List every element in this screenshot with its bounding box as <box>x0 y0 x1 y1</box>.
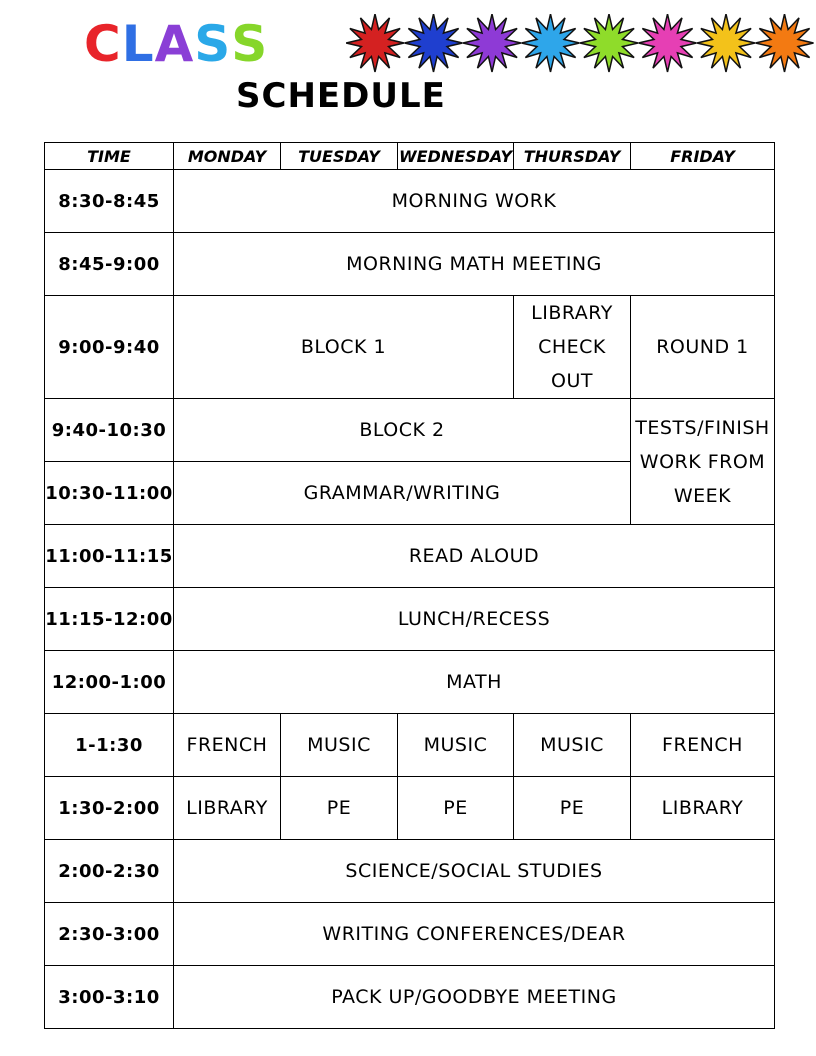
activity-cell-tuesday: MUSIC <box>281 714 398 777</box>
time-cell: 2:30-3:00 <box>45 903 174 966</box>
activity-cell: MATH <box>174 651 775 714</box>
table-row <box>45 651 775 714</box>
time-cell: 10:30-11:00 <box>45 462 174 525</box>
title-class <box>84 16 268 72</box>
activity-cell-thursday: PE <box>514 777 631 840</box>
table-row <box>45 714 775 777</box>
activity-cell-wednesday: PE <box>398 777 514 840</box>
time-cell: 3:00-3:10 <box>45 966 174 1029</box>
activity-cell: LUNCH/RECESS <box>174 588 775 651</box>
star-icon <box>580 14 638 72</box>
title-schedule: SCHEDULE <box>236 76 446 116</box>
activity-line: CHECK OUT <box>538 336 606 392</box>
schedule-table <box>44 142 775 1029</box>
activity-cell: MORNING MATH MEETING <box>174 233 775 296</box>
activity-line: TESTS/FINISH <box>635 416 770 439</box>
table-row <box>45 777 775 840</box>
activity-cell: BLOCK 2 <box>174 399 631 462</box>
star-icon <box>346 14 404 72</box>
activity-cell: BLOCK 1 <box>174 296 514 399</box>
title-class-letter: C <box>84 15 122 73</box>
activity-line: WEEK <box>673 484 732 507</box>
header-monday: MONDAY <box>174 143 281 170</box>
table-row <box>45 525 775 588</box>
time-cell: 11:15-12:00 <box>45 588 174 651</box>
star-icon <box>697 14 755 72</box>
activity-line: WORK FROM <box>639 450 766 473</box>
header-row <box>45 143 775 170</box>
title-class-letter: A <box>154 15 195 73</box>
activity-cell-friday: LIBRARY <box>631 777 775 840</box>
time-cell: 2:00-2:30 <box>45 840 174 903</box>
activity-line: LIBRARY <box>531 302 613 324</box>
time-cell: 12:00-1:00 <box>45 651 174 714</box>
activity-cell: WRITING CONFERENCES/DEAR <box>174 903 775 966</box>
time-cell: 1-1:30 <box>45 714 174 777</box>
star-icon <box>639 14 697 72</box>
time-cell: 11:00-11:15 <box>45 525 174 588</box>
title-class-letter: S <box>231 15 269 73</box>
activity-cell: PACK UP/GOODBYE MEETING <box>174 966 775 1029</box>
activity-cell: SCIENCE/SOCIAL STUDIES <box>174 840 775 903</box>
activity-cell-monday: LIBRARY <box>174 777 281 840</box>
time-cell: 9:40-10:30 <box>45 399 174 462</box>
time-cell: 8:30-8:45 <box>45 170 174 233</box>
activity-cell-friday <box>631 399 775 525</box>
activity-cell-wednesday: MUSIC <box>398 714 514 777</box>
star-icon <box>756 14 814 72</box>
activity-cell-thursday <box>514 296 631 399</box>
table-row <box>45 170 775 233</box>
table-row <box>45 903 775 966</box>
title-class-letter: S <box>194 15 232 73</box>
title-class-letter: L <box>121 15 155 73</box>
header-friday: FRIDAY <box>631 143 775 170</box>
header-wednesday: WEDNESDAY <box>398 143 514 170</box>
time-cell: 1:30-2:00 <box>45 777 174 840</box>
table-row <box>45 966 775 1029</box>
star-icon <box>405 14 463 72</box>
activity-cell: GRAMMAR/WRITING <box>174 462 631 525</box>
activity-cell-friday: FRENCH <box>631 714 775 777</box>
activity-cell-friday: ROUND 1 <box>631 296 775 399</box>
activity-cell-tuesday: PE <box>281 777 398 840</box>
activity-cell-monday: FRENCH <box>174 714 281 777</box>
star-icon <box>463 14 521 72</box>
star-icon <box>522 14 580 72</box>
table-row <box>45 840 775 903</box>
table-row <box>45 399 775 462</box>
activity-cell-thursday: MUSIC <box>514 714 631 777</box>
header-tuesday: TUESDAY <box>281 143 398 170</box>
time-cell: 9:00-9:40 <box>45 296 174 399</box>
table-row <box>45 233 775 296</box>
table-row <box>45 296 775 399</box>
stars-banner <box>346 14 814 74</box>
header-thursday: THURSDAY <box>514 143 631 170</box>
time-cell: 8:45-9:00 <box>45 233 174 296</box>
activity-cell: MORNING WORK <box>174 170 775 233</box>
header-time: TIME <box>45 143 174 170</box>
activity-cell: READ ALOUD <box>174 525 775 588</box>
table-row <box>45 588 775 651</box>
